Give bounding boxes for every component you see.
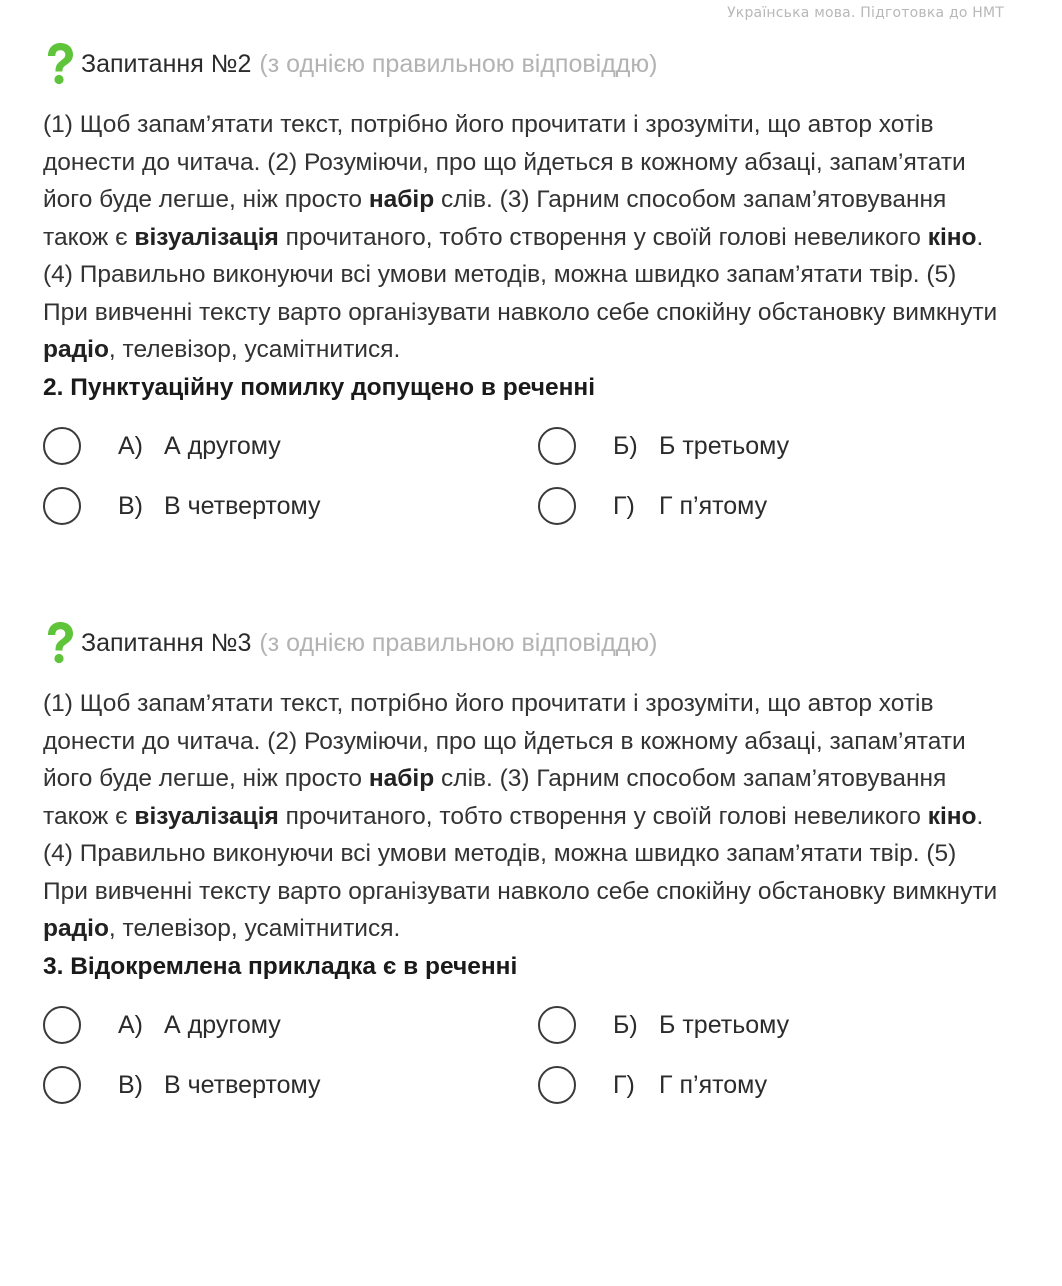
passage-text: (1) Щоб запам’ятати текст, потрібно його прочитати і зрозуміти, що автор хотів донести до читача. (2) Розуміючи, про що йдеться в кожному абзаці, запам’ятати його буде легше, ніж просто <box>43 690 966 792</box>
option-text: Б третьому <box>659 1010 790 1039</box>
option-text: А другому <box>164 1010 281 1039</box>
question-3 <box>43 621 1013 1119</box>
answer-option-b[interactable] <box>538 1005 789 1045</box>
running-header: Українська мова. Підготовка до НМТ <box>727 5 1004 21</box>
answer-options <box>43 410 1013 540</box>
answer-option-b[interactable] <box>538 426 789 466</box>
question-title: Запитання №3 <box>81 628 252 657</box>
option-letter: В) <box>118 491 143 520</box>
answer-option-d[interactable] <box>538 1065 767 1105</box>
passage-text: , телевізор, усамітнитися. <box>108 336 401 363</box>
passage-bold-word: набір <box>368 765 435 792</box>
option-letter: Г) <box>613 491 635 520</box>
radio-button[interactable] <box>538 487 576 525</box>
option-text: Б третьому <box>659 431 790 460</box>
radio-button[interactable] <box>538 1066 576 1104</box>
question-prompt: 3. Відокремлена прикладка є в реченні <box>43 952 518 980</box>
passage-bold-word: кіно <box>927 802 977 830</box>
passage-text: , телевізор, усамітнитися. <box>108 915 401 942</box>
answer-option-c[interactable] <box>43 486 320 526</box>
option-text: А другому <box>164 431 281 460</box>
passage-text: слів. (3) Гарним способом запам’ятовування також є <box>43 186 947 251</box>
passage-bold-word: кіно <box>927 223 977 251</box>
radio-button[interactable] <box>43 427 81 465</box>
question-passage <box>43 685 1008 948</box>
question-mark-icon <box>43 42 77 86</box>
radio-button[interactable] <box>43 487 81 525</box>
question-prompt: 2. Пунктуаційну помилку допущено в реченні <box>43 373 596 401</box>
passage-text: прочитаного, тобто створення у своїй голові невеликого <box>278 223 928 251</box>
option-text: В четвертому <box>164 1070 321 1099</box>
answer-option-a[interactable] <box>43 1005 281 1045</box>
option-letter: Г) <box>613 1070 635 1099</box>
option-letter: А) <box>118 431 143 460</box>
radio-button[interactable] <box>538 1006 576 1044</box>
question-passage <box>43 106 1008 369</box>
answer-option-a[interactable] <box>43 426 281 466</box>
question-title: Запитання №2 <box>81 49 252 78</box>
passage-text: (1) Щоб запам’ятати текст, потрібно його прочитати і зрозуміти, що автор хотів донести до читача. (2) Розуміючи, про що йдеться в кожному абзаці, запам’ятати його буде легше, ніж просто <box>43 111 966 213</box>
option-letter: Б) <box>613 1010 638 1039</box>
option-text: Г п’ятому <box>659 491 768 520</box>
question-header <box>43 621 1013 665</box>
passage-text: слів. (3) Гарним способом запам’ятовування також є <box>43 765 947 830</box>
passage-bold-word: візуалізація <box>134 802 279 830</box>
option-letter: В) <box>118 1070 143 1099</box>
option-letter: А) <box>118 1010 143 1039</box>
option-text: Г п’ятому <box>659 1070 768 1099</box>
option-letter: Б) <box>613 431 638 460</box>
answer-option-c[interactable] <box>43 1065 320 1105</box>
answer-options <box>43 989 1013 1119</box>
passage-bold-word: радіо <box>43 915 109 942</box>
radio-button[interactable] <box>43 1066 81 1104</box>
question-2 <box>43 42 1013 540</box>
question-subtitle: (з однією правильною відповіддю) <box>259 628 658 657</box>
passage-bold-word: візуалізація <box>134 223 279 251</box>
passage-text: . (4) Правильно виконуючи всі умови методів, можна швидко запам’ятати твір. (5) При вивченні тексту варто організувати навколо себе спокійну обстановку вимкнути <box>43 802 998 905</box>
question-mark-icon <box>43 621 77 665</box>
option-text: В четвертому <box>164 491 321 520</box>
question-header <box>43 42 1013 86</box>
passage-text: прочитаного, тобто створення у своїй голові невеликого <box>278 802 928 830</box>
radio-button[interactable] <box>43 1006 81 1044</box>
answer-option-d[interactable] <box>538 486 767 526</box>
passage-text: . (4) Правильно виконуючи всі умови методів, можна швидко запам’ятати твір. (5) При вивченні тексту варто організувати навколо себе спокійну обстановку вимкнути <box>43 223 998 326</box>
passage-bold-word: набір <box>368 186 435 213</box>
question-subtitle: (з однією правильною відповіддю) <box>259 49 658 78</box>
passage-bold-word: радіо <box>43 336 109 363</box>
radio-button[interactable] <box>538 427 576 465</box>
